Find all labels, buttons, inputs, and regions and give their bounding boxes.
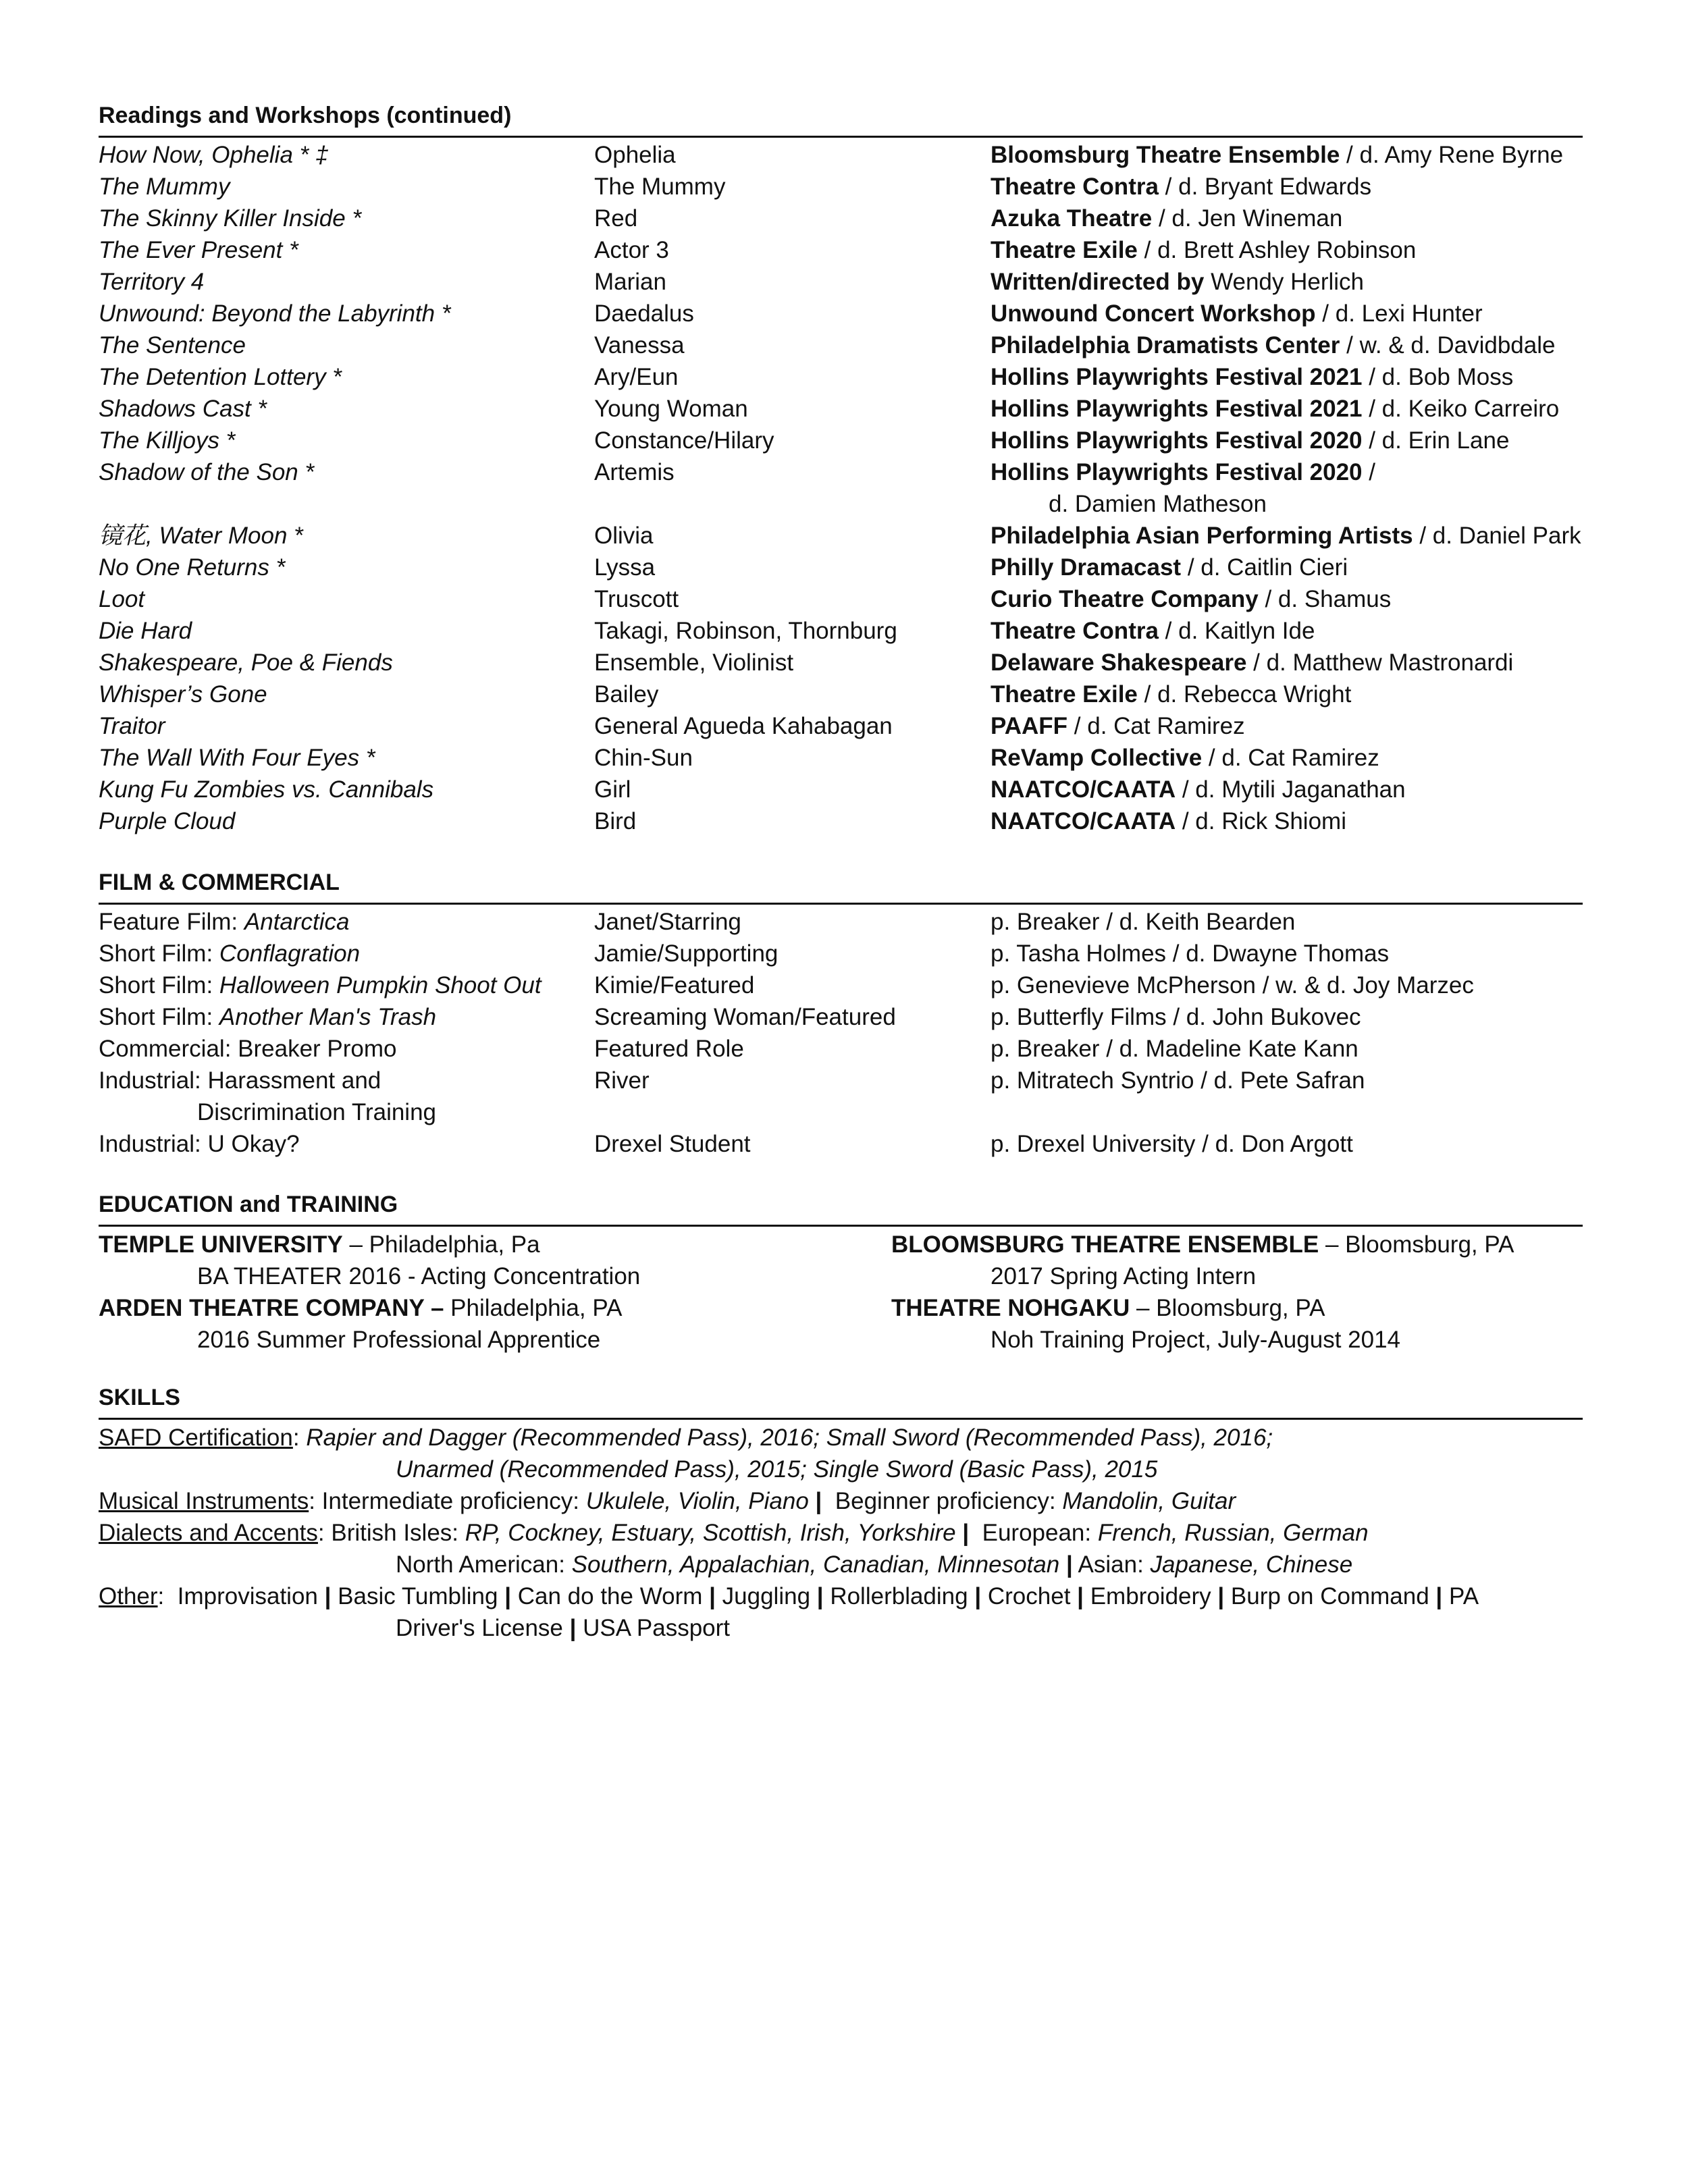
- reading-company-name: PAAFF: [991, 713, 1068, 739]
- separator: |: [709, 1583, 716, 1609]
- reading-company-name: Hollins Playwrights Festival 2020: [991, 459, 1363, 485]
- edu-temple-location: – Philadelphia, Pa: [342, 1231, 540, 1258]
- skill-music-begin-label: Beginner proficiency:: [835, 1488, 1063, 1514]
- film-credit: p. Breaker / d. Keith Bearden: [991, 909, 1296, 935]
- skill-asian-label: Asian:: [1078, 1551, 1151, 1578]
- readings-row: [0, 678, 1688, 710]
- reading-company-name: NAATCO/CAATA: [991, 776, 1176, 803]
- reading-company: [991, 710, 1245, 742]
- readings-row: [0, 425, 1688, 456]
- reading-title: The Ever Present *: [99, 237, 298, 263]
- film-type: Industrial: U Okay?: [99, 1131, 300, 1157]
- separator: |: [1217, 1583, 1225, 1609]
- edu-arden-location: Philadelphia, PA: [444, 1295, 623, 1321]
- reading-company: [1049, 488, 1267, 520]
- reading-title: 镜花, Water Moon *: [99, 523, 303, 549]
- film-row: [0, 906, 1688, 938]
- skill-dialects-label: Dialects and Accents: [99, 1520, 318, 1546]
- separator: |: [962, 1520, 970, 1546]
- reading-company-name: Hollins Playwrights Festival 2021: [991, 364, 1363, 390]
- readings-row: [0, 329, 1688, 361]
- skill-music-begin: Mandolin, Guitar: [1062, 1488, 1236, 1514]
- readings-row: [0, 393, 1688, 425]
- readings-section-title: Readings and Workshops (continued): [99, 103, 512, 128]
- edu-nohgaku: [891, 1292, 1325, 1324]
- readings-row: [0, 647, 1688, 678]
- reading-company-name: Theatre Contra: [991, 174, 1159, 200]
- readings-row: [0, 171, 1688, 203]
- film-credit: p. Genevieve McPherson / w. & d. Joy Marzec: [991, 972, 1474, 998]
- film-type: Feature Film:: [99, 909, 244, 935]
- readings-row: [0, 456, 1688, 488]
- reading-title: Die Hard: [99, 618, 192, 644]
- reading-title: Loot: [99, 586, 145, 612]
- readings-row: [0, 552, 1688, 583]
- reading-company-name: Theatre Contra: [991, 618, 1159, 644]
- reading-company-name: Hollins Playwrights Festival 2020: [991, 427, 1363, 454]
- reading-title: No One Returns *: [99, 554, 286, 581]
- film-credit: p. Breaker / d. Madeline Kate Kann: [991, 1036, 1359, 1062]
- readings-row: [0, 266, 1688, 298]
- readings-row: [0, 488, 1688, 520]
- reading-role: Olivia: [594, 523, 654, 549]
- skill-other-item: Can do the Worm: [517, 1583, 703, 1609]
- film-role: Jamie/Supporting: [594, 940, 779, 967]
- reading-company-name: Unwound Concert Workshop: [991, 300, 1316, 327]
- reading-title: The Wall With Four Eyes *: [99, 745, 375, 771]
- reading-company: [991, 266, 1364, 298]
- readings-row: [0, 234, 1688, 266]
- readings-row: [0, 139, 1688, 171]
- reading-company: [991, 615, 1315, 647]
- film-credit: p. Butterfly Films / d. John Bukovec: [991, 1004, 1361, 1030]
- film-project: [99, 1065, 381, 1096]
- reading-role: Lyssa: [594, 554, 656, 581]
- reading-title: Whisper’s Gone: [99, 681, 267, 708]
- edu-temple-name: TEMPLE UNIVERSITY: [99, 1231, 343, 1258]
- skill-other-items-line2: [396, 1615, 730, 1641]
- reading-title: Purple Cloud: [99, 808, 236, 834]
- reading-title: Unwound: Beyond the Labyrinth *: [99, 300, 451, 327]
- film-project: [99, 1128, 300, 1160]
- reading-company: [991, 203, 1342, 234]
- reading-company: [991, 425, 1509, 456]
- reading-director: Wendy Herlich: [1204, 269, 1365, 295]
- readings-row: [0, 710, 1688, 742]
- skill-other-item: Driver's License: [396, 1615, 563, 1641]
- skill-other-line2: [396, 1612, 730, 1644]
- reading-title: The Skinny Killer Inside *: [99, 205, 362, 232]
- reading-role: Bailey: [594, 681, 659, 708]
- film-type: Short Film:: [99, 940, 219, 967]
- skills-divider: [99, 1418, 1583, 1420]
- separator: |: [974, 1583, 982, 1609]
- reading-company-name: Philadelphia Dramatists Center: [991, 332, 1340, 358]
- reading-director: / d. Jen Wineman: [1152, 205, 1343, 232]
- reading-company: [991, 742, 1379, 774]
- reading-director: / d. Amy Rene Byrne: [1340, 142, 1564, 168]
- film-type: Industrial: Harassment and: [99, 1067, 381, 1094]
- film-title: Halloween Pumpkin Shoot Out: [219, 972, 542, 998]
- reading-director: /: [1362, 459, 1375, 485]
- separator: |: [1065, 1551, 1073, 1578]
- film-project: [99, 969, 542, 1001]
- reading-role: Red: [594, 205, 638, 232]
- reading-company: [991, 774, 1406, 805]
- reading-director: / d. Matthew Mastronardi: [1246, 649, 1514, 676]
- skill-other-item: Basic Tumbling: [338, 1583, 498, 1609]
- skill-safd-label: SAFD Certification: [99, 1424, 293, 1451]
- reading-director: / d. Erin Lane: [1362, 427, 1510, 454]
- reading-role: Actor 3: [594, 237, 669, 263]
- edu-bte-location: – Bloomsburg, PA: [1319, 1231, 1514, 1258]
- reading-role: Daedalus: [594, 300, 694, 327]
- film-row: [0, 1065, 1688, 1096]
- skill-british: RP, Cockney, Estuary, Scottish, Irish, Yorkshire: [465, 1520, 956, 1546]
- edu-nohgaku-detail: Noh Training Project, July-August 2014: [991, 1327, 1400, 1353]
- skill-other-label: Other: [99, 1583, 158, 1609]
- reading-title: The Killjoys *: [99, 427, 236, 454]
- film-role: Featured Role: [594, 1036, 744, 1062]
- film-title: Another Man's Trash: [219, 1004, 437, 1030]
- film-row: [0, 1128, 1688, 1160]
- reading-company: [991, 234, 1416, 266]
- film-project: [99, 1033, 397, 1065]
- separator: |: [504, 1583, 511, 1609]
- reading-company: [991, 552, 1348, 583]
- readings-row: [0, 520, 1688, 552]
- reading-role: Constance/Hilary: [594, 427, 774, 454]
- film-role: River: [594, 1067, 650, 1094]
- readings-row: [0, 361, 1688, 393]
- readings-row: [0, 774, 1688, 805]
- reading-company-name: Bloomsburg Theatre Ensemble: [991, 142, 1340, 168]
- reading-director: / d. Caitlin Cieri: [1181, 554, 1348, 581]
- reading-company-name: Azuka Theatre: [991, 205, 1153, 232]
- skill-other-item: PA: [1448, 1583, 1479, 1609]
- skill-safd: SAFD Certification: Rapier and Dagger (Recommended Pass), 2016; Small Sword (Recommended Pass), 2016;: [99, 1424, 1273, 1451]
- film-credit: p. Tasha Holmes / d. Dwayne Thomas: [991, 940, 1390, 967]
- separator: |: [1077, 1583, 1084, 1609]
- reading-company-name: Delaware Shakespeare: [991, 649, 1247, 676]
- film-row: [0, 1033, 1688, 1065]
- reading-role: Artemis: [594, 459, 675, 485]
- film-title: Antarctica: [244, 909, 350, 935]
- film-credit: p. Mitratech Syntrio / d. Pete Safran: [991, 1067, 1365, 1094]
- reading-company: [991, 393, 1559, 425]
- skill-dialects: Dialects and Accents: British Isles: RP, Cockney, Estuary, Scottish, Irish, Yorkshire | European: French, Russian, German: [99, 1520, 1369, 1546]
- reading-role: Girl: [594, 776, 631, 803]
- skill-music-inter-label: Intermediate proficiency:: [321, 1488, 586, 1514]
- reading-company-name: Philly Dramacast: [991, 554, 1182, 581]
- film-project: [197, 1096, 436, 1128]
- readings-row: [0, 805, 1688, 837]
- skill-na: Southern, Appalachian, Canadian, Minnesotan: [571, 1551, 1060, 1578]
- reading-title: The Sentence: [99, 332, 246, 358]
- separator: |: [816, 1583, 824, 1609]
- reading-company: [991, 647, 1513, 678]
- film-project: [99, 1001, 436, 1033]
- reading-role: Takagi, Robinson, Thornburg: [594, 618, 897, 644]
- skill-music-inter: Ukulele, Violin, Piano: [585, 1488, 809, 1514]
- skill-other-item: Improvisation: [177, 1583, 318, 1609]
- edu-bte-detail: 2017 Spring Acting Intern: [991, 1263, 1257, 1289]
- reading-company-name: Written/directed by: [991, 269, 1205, 295]
- skill-music: Musical Instruments: Intermediate proficiency: Ukulele, Violin, Piano | Beginner proficiency: Mandolin, Guitar: [99, 1488, 1236, 1514]
- skill-safd-line1: Rapier and Dagger (Recommended Pass), 2016; Small Sword (Recommended Pass), 2016;: [306, 1424, 1273, 1451]
- film-type: Discrimination Training: [197, 1099, 437, 1125]
- skill-other-item: Rollerblading: [830, 1583, 968, 1609]
- reading-director: / d. Daniel Park: [1413, 523, 1581, 549]
- reading-director: / d. Brett Ashley Robinson: [1137, 237, 1417, 263]
- film-row: [0, 1096, 1688, 1128]
- film-section-title: FILM & COMMERCIAL: [99, 870, 340, 895]
- readings-row: [0, 615, 1688, 647]
- edu-arden-detail: 2016 Summer Professional Apprentice: [197, 1327, 601, 1353]
- film-row: [0, 938, 1688, 969]
- reading-company: [991, 171, 1371, 203]
- reading-company: [991, 139, 1563, 171]
- readings-row: [0, 583, 1688, 615]
- reading-role: Ensemble, Violinist: [594, 649, 794, 676]
- separator: |: [324, 1583, 332, 1609]
- reading-company: [991, 456, 1375, 488]
- film-credit: p. Drexel University / d. Don Argott: [991, 1131, 1353, 1157]
- reading-company: [991, 678, 1351, 710]
- reading-title: Territory 4: [99, 269, 205, 295]
- edu-temple: [99, 1229, 540, 1260]
- skill-other: Other: Improvisation | Basic Tumbling | Can do the Worm | Juggling | Rollerblading | Crochet | Embroidery | Burp on Command | PA: [99, 1583, 1479, 1609]
- readings-row: [0, 298, 1688, 329]
- film-type: Short Film:: [99, 1004, 219, 1030]
- skill-british-label: British Isles:: [331, 1520, 465, 1546]
- reading-company-name: Curio Theatre Company: [991, 586, 1259, 612]
- reading-company-name: Theatre Exile: [991, 237, 1138, 263]
- reading-title: The Mummy: [99, 174, 230, 200]
- skill-na-label: North American:: [396, 1551, 572, 1578]
- reading-company: [991, 329, 1555, 361]
- reading-role: Bird: [594, 808, 637, 834]
- reading-title: Shadows Cast *: [99, 396, 267, 422]
- reading-director: d. Damien Matheson: [1049, 491, 1267, 517]
- reading-company: [991, 361, 1513, 393]
- reading-company: [991, 520, 1581, 552]
- reading-title: Kung Fu Zombies vs. Cannibals: [99, 776, 434, 803]
- reading-company-name: Theatre Exile: [991, 681, 1138, 708]
- skill-other-item: Juggling: [722, 1583, 811, 1609]
- skill-other-item: USA Passport: [583, 1615, 731, 1641]
- reading-role: The Mummy: [594, 174, 726, 200]
- reading-company-name: Hollins Playwrights Festival 2021: [991, 396, 1363, 422]
- edu-arden: [99, 1292, 622, 1324]
- film-divider: [99, 903, 1583, 905]
- reading-director: / d. Bryant Edwards: [1158, 174, 1372, 200]
- edu-nohgaku-name: THEATRE NOHGAKU: [891, 1295, 1130, 1321]
- skill-other-items: [178, 1583, 1479, 1609]
- skills-section-title: SKILLS: [99, 1385, 180, 1410]
- reading-role: Ophelia: [594, 142, 676, 168]
- reading-director: / d. Rick Shiomi: [1176, 808, 1346, 834]
- reading-role: Chin-Sun: [594, 745, 693, 771]
- reading-company-name: ReVamp Collective: [991, 745, 1203, 771]
- film-row: [0, 1001, 1688, 1033]
- reading-title: How Now, Ophelia * ‡: [99, 142, 329, 168]
- readings-row: [0, 742, 1688, 774]
- reading-company: [991, 583, 1391, 615]
- reading-director: / d. Lexi Hunter: [1315, 300, 1483, 327]
- reading-role: Young Woman: [594, 396, 748, 422]
- separator: |: [815, 1488, 822, 1514]
- reading-director: / d. Cat Ramirez: [1202, 745, 1379, 771]
- reading-title: Shakespeare, Poe & Fiends: [99, 649, 393, 676]
- separator: |: [569, 1615, 577, 1641]
- skill-other-item: Crochet: [987, 1583, 1071, 1609]
- skill-european: French, Russian, German: [1097, 1520, 1369, 1546]
- film-role: Screaming Woman/Featured: [594, 1004, 896, 1030]
- reading-director: / d. Shamus: [1258, 586, 1392, 612]
- film-role: Drexel Student: [594, 1131, 751, 1157]
- edu-bte: [891, 1229, 1514, 1260]
- reading-director: / d. Mytili Jaganathan: [1176, 776, 1406, 803]
- skill-asian: Japanese, Chinese: [1150, 1551, 1353, 1578]
- reading-title: Shadow of the Son *: [99, 459, 315, 485]
- film-role: Kimie/Featured: [594, 972, 755, 998]
- reading-role: Vanessa: [594, 332, 685, 358]
- readings-row: [0, 203, 1688, 234]
- reading-director: / d. Rebecca Wright: [1137, 681, 1352, 708]
- reading-company: [991, 298, 1483, 329]
- reading-director: / d. Bob Moss: [1362, 364, 1514, 390]
- skill-european-label: European:: [982, 1520, 1098, 1546]
- skill-safd-line2: Unarmed (Recommended Pass), 2015; Single Sword (Basic Pass), 2015: [396, 1456, 1158, 1483]
- reading-director: / d. Keiko Carreiro: [1362, 396, 1560, 422]
- skill-other-item: Burp on Command: [1230, 1583, 1429, 1609]
- edu-bte-name: BLOOMSBURG THEATRE ENSEMBLE: [891, 1231, 1319, 1258]
- film-project: [99, 906, 350, 938]
- skill-dialects-line2: [396, 1549, 1352, 1580]
- film-row: [0, 969, 1688, 1001]
- edu-arden-name: ARDEN THEATRE COMPANY –: [99, 1295, 444, 1321]
- reading-director: / d. Cat Ramirez: [1067, 713, 1245, 739]
- reading-director: / w. & d. Davidbdale: [1340, 332, 1556, 358]
- film-type: Short Film:: [99, 972, 219, 998]
- reading-role: Truscott: [594, 586, 679, 612]
- film-type: Commercial: Breaker Promo: [99, 1036, 397, 1062]
- reading-company-name: Philadelphia Asian Performing Artists: [991, 523, 1413, 549]
- reading-company-name: NAATCO/CAATA: [991, 808, 1176, 834]
- reading-title: Traitor: [99, 713, 165, 739]
- separator: |: [1435, 1583, 1443, 1609]
- reading-title: The Detention Lottery *: [99, 364, 342, 390]
- film-project: [99, 938, 360, 969]
- film-title: Conflagration: [219, 940, 361, 967]
- skill-music-label: Musical Instruments: [99, 1488, 309, 1514]
- skill-other-item: Embroidery: [1090, 1583, 1211, 1609]
- education-divider: [99, 1225, 1583, 1227]
- edu-temple-detail: BA THEATER 2016 - Acting Concentration: [197, 1263, 641, 1289]
- education-section-title: EDUCATION and TRAINING: [99, 1192, 398, 1217]
- edu-nohgaku-location: – Bloomsburg, PA: [1130, 1295, 1325, 1321]
- readings-divider: [99, 136, 1583, 138]
- reading-role: Marian: [594, 269, 666, 295]
- film-role: Janet/Starring: [594, 909, 741, 935]
- reading-director: / d. Kaitlyn Ide: [1158, 618, 1315, 644]
- reading-company: [991, 805, 1346, 837]
- reading-role: Ary/Eun: [594, 364, 679, 390]
- reading-role: General Agueda Kahabagan: [594, 713, 893, 739]
